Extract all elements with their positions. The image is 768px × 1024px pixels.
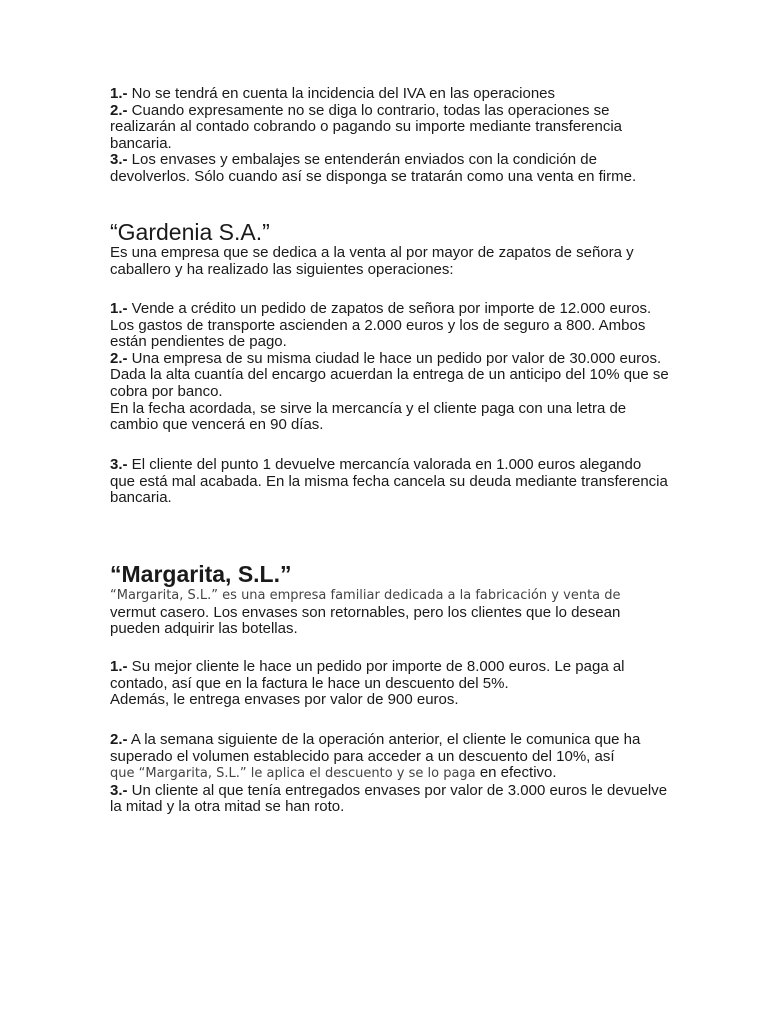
gardenia-op-2: 2.- Una empresa de su misma ciudad le hace un pedido por valor de 30.000 euros. Dada la alta cuantía del encargo acuerdan la entrega de un anticipo del 10% que se cobra por banco. [110, 349, 669, 400]
gardenia-op-3: 3.- El cliente del punto 1 devuelve mercancía valorada en 1.000 euros alegando que está mal acabada. En la misma fecha cancela su deuda mediante transferencia bancaria. [110, 456, 668, 507]
gardenia-operations-1-2 [110, 301, 670, 434]
gardenia-op-1: 1.- Vende a crédito un pedido de zapatos de señora por importe de 12.000 euros. Los gastos de transporte ascienden a 2.000 euros y los de seguro a 800. Ambos están pendientes de pago. [110, 300, 652, 351]
intro-note-3: 3.- Los envases y embalajes se entenderán enviados con la condición de devolverlos. Sólo cuando así se disponga se tratarán como una venta en firme. [110, 151, 637, 185]
intro-notes [110, 86, 670, 186]
gardenia-title: “Gardenia S.A.” [110, 219, 270, 245]
gardenia-section [110, 219, 670, 278]
gardenia-description: Es una empresa que se dedica a la venta al por mayor de zapatos de señora y caballero y ha realizado las siguientes operaciones: [110, 244, 634, 278]
margarita-title: “Margarita, S.L.” [110, 561, 292, 587]
gardenia-op-2-continued: En la fecha acordada, se sirve la mercancía y el cliente paga con una letra de cambio que vencerá en 90 días. [110, 399, 627, 434]
intro-note-1: 1.- No se tendrá en cuenta la incidencia del IVA en las operaciones [110, 85, 556, 102]
gardenia-operation-3 [110, 457, 670, 507]
margarita-operations-2-3 [110, 732, 670, 816]
margarita-op-3: 3.- Un cliente al que tenía entregados envases por valor de 3.000 euros le devuelve la mitad y la otra mitad se han roto. [110, 781, 668, 816]
intro-note-2: 2.- Cuando expresamente no se diga lo contrario, todas las operaciones se realizarán al contado cobrando o pagando su importe mediante transferencia bancaria. [110, 101, 622, 152]
margarita-operation-1 [110, 659, 670, 709]
margarita-section [110, 561, 670, 638]
margarita-op-1-continued: Además, le entrega envases por valor de 900 euros. [110, 691, 459, 709]
margarita-op-2: 2.- A la semana siguiente de la operación anterior, el cliente le comunica que ha superado el volumen establecido para acceder a un descuento del 10%, así que “Margarita, S.L.” le aplica el descuento y se lo paga en efectivo. [110, 731, 641, 782]
margarita-description: “Margarita, S.L.” es una empresa familiar dedicada a la fabricación y venta de vermut casero. Los envases son retornables, pero los clientes que lo desean pueden adquirir las botellas. [110, 588, 621, 638]
margarita-op-1: 1.- Su mejor cliente le hace un pedido por importe de 8.000 euros. Le paga al contado, así que en la factura le hace un descuento del 5%. [110, 658, 625, 692]
